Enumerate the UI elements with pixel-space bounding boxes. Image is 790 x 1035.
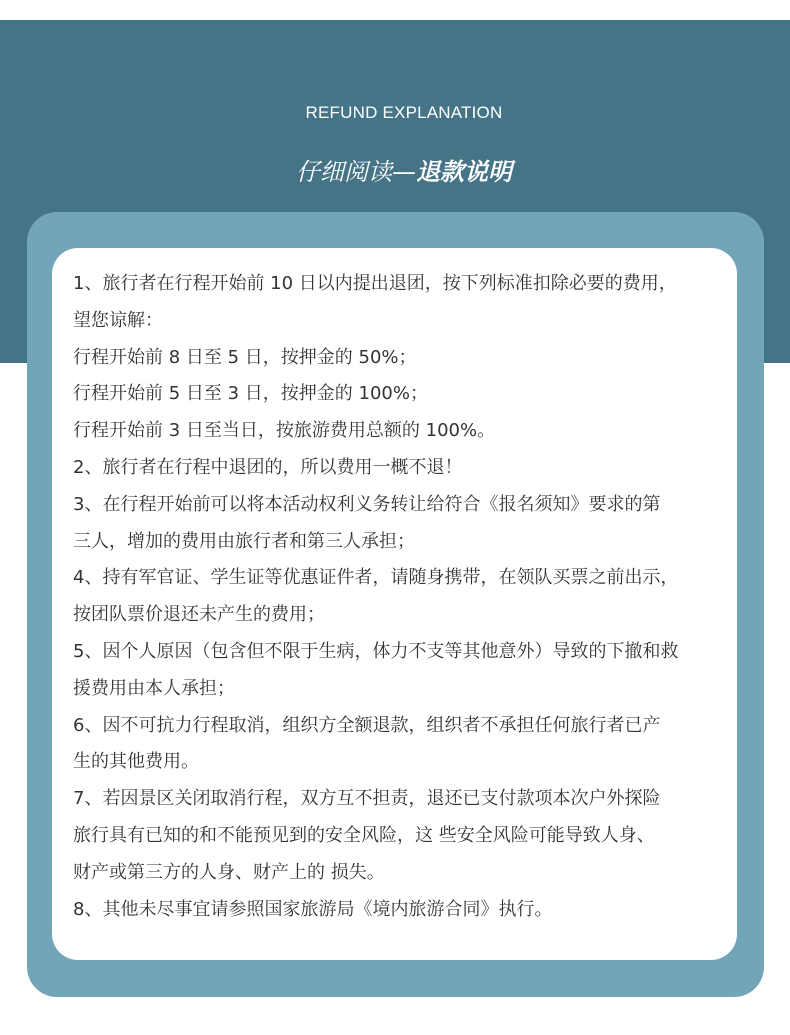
terms-line: 按团队票价退还未产生的费用； [73,604,325,626]
terms-line: 旅行具有已知的和不能预见到的安全风险，这 些安全风险可能导致人身、 [73,824,655,846]
terms-line: 援费用由本人承担； [73,677,235,699]
terms-line: 行程开始前 8 日至 5 日，按押金的 50%； [73,346,417,368]
terms-line: 5、因个人原因（包含但不限于生病，体力不支等其他意外）导致的下撤和救 [73,640,679,662]
terms-line: 6、因不可抗力行程取消，组织方全额退款，组织者不承担任何旅行者已产 [73,714,661,736]
terms-line: 财产或第三方的人身、财产上的 损失。 [73,861,385,883]
terms-line: 生的其他费用。 [73,751,199,773]
page-title [0,140,790,204]
page-title-bold: 退款说明 [416,158,512,186]
terms-line: 三人，增加的费用由旅行者和第三人承担； [73,530,415,552]
terms-line: 2、旅行者在行程中退团的，所以费用一概不退！ [73,456,463,478]
refund-terms-list [73,266,723,928]
terms-line: 7、若因景区关闭取消行程，双方互不担责，退还已支付款项本次户外探险 [73,788,661,810]
terms-line: 望您谅解： [73,309,163,331]
terms-line: 行程开始前 3 日至当日，按旅游费用总额的 100%。 [73,420,496,442]
terms-line: 4、持有军官证、学生证等优惠证件者，请随身携带，在领队买票之前出示， [73,567,679,589]
terms-line: 1、旅行者在行程开始前 10 日以内提出退团，按下列标准扣除必要的费用， [73,273,677,294]
terms-line: 3、在行程开始前可以将本活动权利义务转让给符合《报名须知》要求的第 [73,493,661,515]
page-title-light: 仔细阅读— [296,158,416,186]
page-subtitle: REFUND EXPLANATION [305,103,503,122]
terms-line: 行程开始前 5 日至 3 日，按押金的 100%； [73,383,428,405]
terms-line: 8、其他未尽事宜请参照国家旅游局《境内旅游合同》执行。 [73,898,553,920]
